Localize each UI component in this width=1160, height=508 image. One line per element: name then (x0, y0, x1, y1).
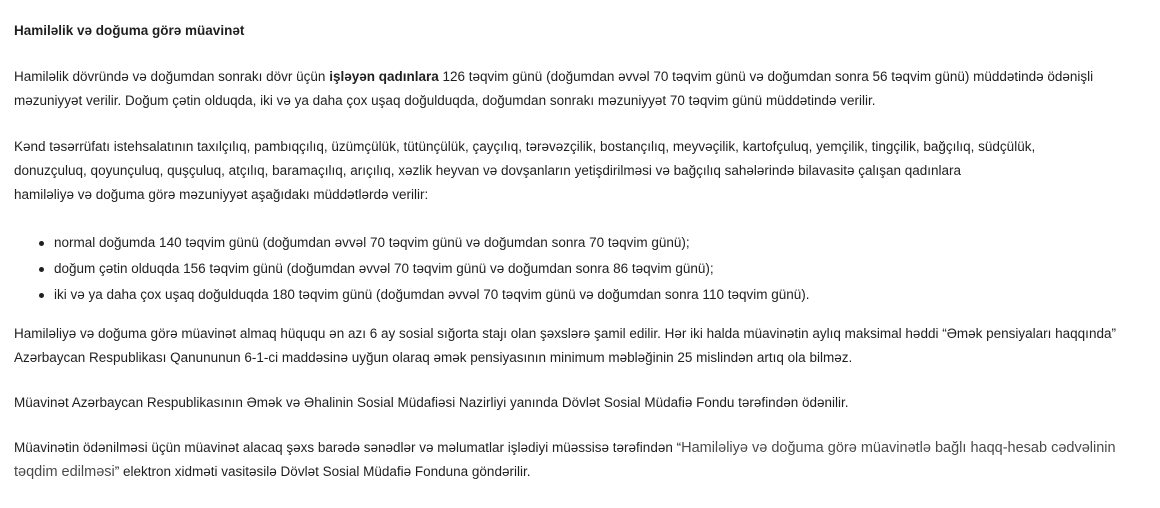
paragraph-payment-source: Müavinət Azərbaycan Respublikasının Əmək və Əhalinin Sosial Müdafiəsi Nazirliyi yanında Dövlət Sosial Müdafiə Fondu tərəfindən ödənilir. (14, 395, 849, 410)
bullet-icon (39, 267, 44, 272)
p2-line-3: hamiləliyə və doğuma görə məzuniyyət aşağıdakı müddətlərdə verilir: (14, 187, 429, 202)
list-item (14, 230, 1134, 256)
list-item (14, 256, 1134, 282)
paragraph-submission (14, 436, 1149, 484)
leave-duration-list (14, 230, 1134, 308)
p5-text-end: ” elektron xidməti vasitəsilə Dövlət Sosial Müdafiə Fonduna göndərilir. (114, 464, 531, 479)
list-item-text: doğum çətin olduqda 156 təqvim günü (doğumdan əvvəl 70 təqvim günü və doğumdan sonra 86 təqvim günü); (54, 261, 714, 276)
section-heading: Hamiləlik və doğuma görə müavinət (14, 23, 245, 38)
paragraph-eligibility: Hamiləliyə və doğuma görə müavinət almaq hüququ ən azı 6 ay sosial sığorta stajı olan şəxslərə şamil edilir. Hər iki halda müavinətin aylıq maksimal həddi “Əmək pensiyaları haqqında” Azərbaycan Respublikası Qanununun 6-1-ci maddəsinə uyğun olaraq əmək pensiyasının minimum məbləğinin 25 mislindən artıq ola bilməz. (14, 326, 1116, 365)
p1-bold-phrase: işləyən qadınlara (329, 69, 439, 84)
p1-text-start: Hamiləlik dövründə və doğumdan sonrakı dövr üçün (14, 69, 330, 84)
bullet-icon (39, 241, 44, 246)
p5-service-name: Hamiləliyə və doğuma görə müavinətlə bağlı haqq-hesab cədvəlinin təqdim edilməsi (14, 440, 1116, 480)
list-item (14, 282, 1134, 308)
list-item-text: iki və ya daha çox uşaq doğulduqda 180 təqvim günü (doğumdan əvvəl 70 təqvim günü və doğumdan sonra 110 təqvim günü). (54, 287, 810, 302)
list-item-text: normal doğumda 140 təqvim günü (doğumdan əvvəl 70 təqvim günü və doğumdan sonra 70 təqvim günü); (54, 235, 690, 250)
p2-line-2: donuzçuluq, qoyunçuluq, quşçuluq, atçılıq, baramaçılıq, arıçılıq, xəzlik heyvan və dovşanların yetişdirilməsi və bağçılıq sahələrində bilavasitə çalışan qadınlara (14, 163, 962, 178)
p5-text-start: Müavinətin ödənilməsi üçün müavinət alacaq şəxs barədə sənədlər və məlumatlar işlədiyi müəssisə tərəfindən “ (14, 440, 682, 455)
p2-line-1: Kənd təsərrüfatı istehsalatının taxılçılıq, pambıqçılıq, üzümçülük, tütünçülük, çayçılıq, tərəvəzçilik, bostançılıq, meyvəçilik, kartofçuluq, yemçilik, tingçilik, bağçılıq, südçülük, (14, 139, 1036, 154)
paragraph-maternity-leave (14, 65, 1149, 113)
p1-text-end: 126 təqvim günü (doğumdan əvvəl 70 təqvim günü və doğumdan sonra 56 təqvim günü) müddətində ödənişli məzuniyyət verilir. Doğum çətin olduqda, iki və ya daha çox uşaq doğulduqda, doğumdan sonrakı məzuniyyət 70 təqvim günü müddətində verilir. (14, 69, 1094, 108)
bullet-icon (39, 293, 44, 298)
paragraph-agricultural-workers (14, 135, 1149, 207)
